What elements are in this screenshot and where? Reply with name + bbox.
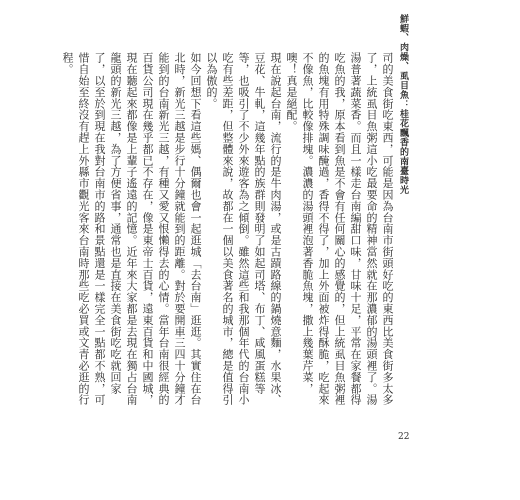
paragraph: 如今回想下看這些媽、偶爾也會一起逛城「去台南」逛逛。其實住在台北時，新光三越是步行十分鐘就能到的距離。對於要開車三四十分鐘才能到的台南新光三越，有種又愛又恨懶得去的心情。當年台南很經典的百貨公司現在幾乎都已不存在，像是東帝士百貨，遠東百貨和中國城，現在聽起來都像是上輩子遙遠的記憶。近年來大家都是去現在獨占台南龍頭的新光三越，為了方便省事，通常也是直接在美食街吃吃就回家了，以至於到現在我對台南市的路和景點還是一樣完全一點都不熟，可惜自始至終沒有趕上外縣市觀光客來台南時那些吃必買或文青必逛的行程。 — [61, 52, 202, 406]
paragraph: 司的美食街吃東西，可能是因為台南市街頭好吃的東西比美食街多太多了，上統虱目魚粥這小吃最要命的精神當然就在那濃郁的湯頭裡了。湯湯普著蔬菜香。而且一樣走台南編甜口味，甘味十足，平常在家餐都得吃魚的我，原本看到魚是不會有任何關心的感覺的，但上統虱目魚粥裡的魚塊有用特殊調味醃過，香得不得了，加上外面被炸得酥脆，吃起來不像魚，比較像排塊。濃濃的湯頭裡泡著香脆魚塊，撒上幾葉芹菜，噢！真是絕配。 — [285, 52, 394, 406]
page-number: 22 — [398, 432, 410, 442]
running-header: 鮮蝦、肉燥、虱目魚：桂花飄香的南臺時光 — [398, 14, 408, 195]
paragraph: 現在說起台南，流行的是牛肉湯，或是古蹟路線的鍋燒意麵，水果冰、豆花、牛軋，這幾年點的族群則發明了如起司塔、布丁、咸風蛋糕等等，也吸引了不少外來遊客為之傾倒。雖然這些和我那個年代的台南小吃有些差距，但整體來說，故都在一個以美食著名的城市，總是值得引以為傲的。 — [205, 52, 282, 406]
body-text — [61, 52, 395, 412]
